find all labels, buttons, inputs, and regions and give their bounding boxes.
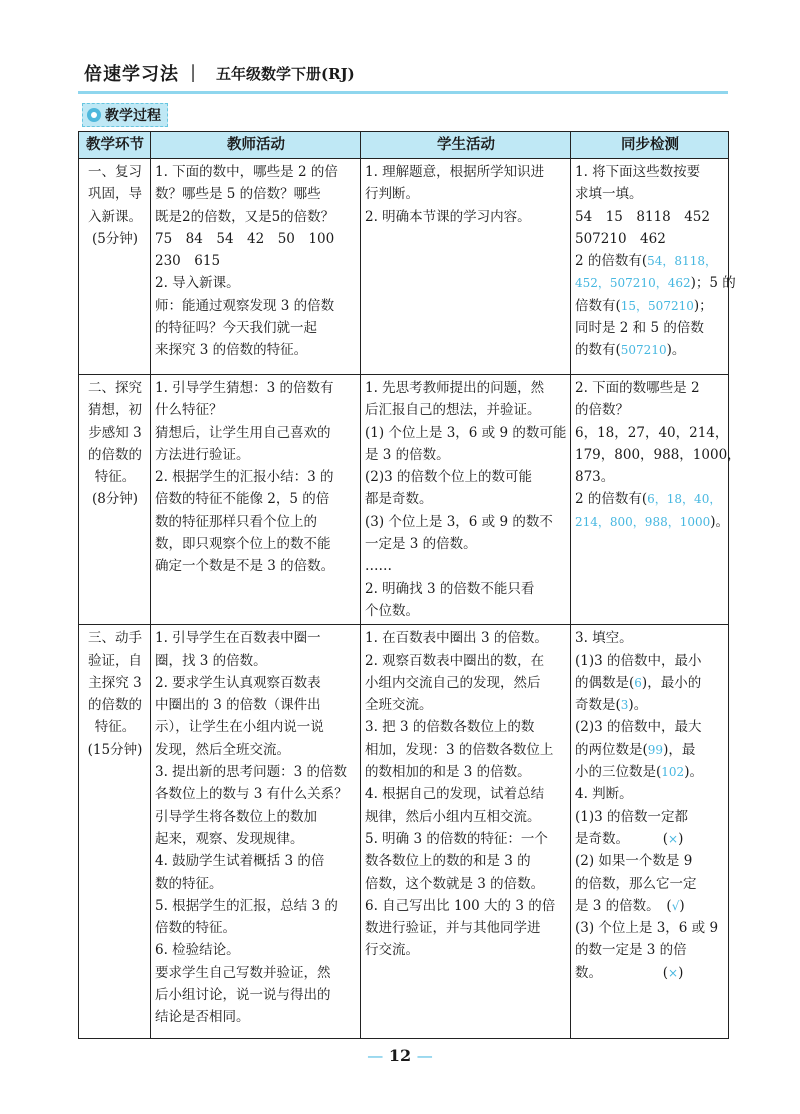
stage-line: (15分钟) (87, 741, 143, 758)
answer-text: 214，800，988，1000 (575, 514, 711, 529)
check-line (575, 399, 725, 421)
question-text: 的倍数？ (575, 402, 629, 419)
student-line: 1. 先思考教师提出的问题，然 (365, 380, 545, 396)
question-text: ) (679, 897, 685, 914)
check-line (575, 339, 725, 361)
section-title: 教学过程 (105, 108, 161, 124)
column-header: 教学环节 (79, 132, 151, 159)
answer-text: 6，18，40， (647, 492, 722, 507)
question-text: 的数一定是 3 的倍 (575, 942, 687, 959)
teacher-line: 来探究 3 的倍数的特征。 (155, 342, 308, 359)
stage-line: 一、复习 (88, 164, 142, 180)
teacher-line: 数，即只观察个位上的数不能 (155, 536, 331, 553)
teacher-line: 确定一个数是不是 3 的倍数。 (155, 558, 335, 575)
student-line: 2. 明确本节课的学习内容。 (365, 208, 531, 225)
student-line: 5. 明确 3 的倍数的特征：一个 (365, 830, 548, 847)
teacher-line: 发现，然后全班交流。 (155, 741, 290, 758)
stage-cell (79, 159, 151, 375)
teacher-line: 起来，观察、发现规律。 (155, 830, 304, 847)
teacher-line: 方法进行验证。 (155, 446, 250, 463)
location-pin-icon (87, 108, 101, 122)
student-line: (2)3 的倍数个位上的数可能 (365, 469, 533, 486)
check-line (575, 962, 725, 984)
student-line: 相加，发现：3 的倍数各数位上 (365, 741, 554, 758)
teacher-line: 后小组讨论，说一说与得出的 (155, 987, 331, 1004)
question-text: )，最 (663, 741, 696, 758)
question-text: 数。 ( (575, 964, 669, 981)
teacher-line: 6. 检验结论。 (155, 942, 240, 959)
question-text: 是奇数。 ( (575, 830, 669, 847)
check-line (575, 716, 725, 738)
stage-line: 主探究 3 (88, 674, 142, 691)
check-line (575, 488, 725, 510)
question-text: 507210 462 (575, 230, 666, 247)
question-text: 奇数是( (575, 697, 621, 714)
question-text: 873。 (575, 469, 615, 486)
student-line: 个位数。 (365, 602, 419, 619)
page-header (78, 58, 728, 88)
student-activity-cell (361, 159, 571, 375)
teacher-line: 4. 鼓励学生试着概括 3 的倍 (155, 853, 325, 870)
answer-text: 6 (634, 675, 642, 690)
check-line (575, 939, 725, 961)
teacher-activity-cell (151, 625, 361, 1039)
teacher-line: 数的特征那样只看个位上的 (155, 513, 317, 530)
student-line: 全班交流。 (365, 697, 433, 714)
stage-line: 步感知 3 (88, 424, 142, 441)
page-dash-left: — (367, 1046, 384, 1065)
check-line (575, 228, 725, 250)
teacher-line: 各数位上的数与 3 有什么关系？ (155, 786, 348, 803)
lesson-table (78, 131, 741, 1039)
check-line (575, 272, 736, 294)
question-text: )；5 的 (690, 275, 736, 292)
stage-line: 猜想，初 (88, 402, 142, 419)
question-text: 179，800，988，1000， (575, 446, 741, 463)
stage-line: 特征。 (94, 469, 136, 486)
question-text: 是 3 的倍数。 ( (575, 897, 672, 914)
check-line (575, 295, 725, 317)
teacher-line: 2. 根据学生的汇报小结：3 的 (155, 469, 334, 486)
series-brand: 倍速学习法 (84, 64, 179, 85)
answer-text: 452，507210，462 (575, 276, 691, 291)
question-text: ) (678, 830, 684, 847)
teacher-line: 1. 引导学生猜想：3 的倍数有 (155, 380, 334, 396)
student-line: 数进行验证，并与其他同学进 (365, 920, 541, 937)
check-line (575, 183, 725, 205)
check-line (575, 444, 741, 466)
check-line (575, 422, 729, 444)
column-header: 学生活动 (361, 132, 571, 159)
teacher-activity-cell (151, 375, 361, 625)
answer-text: √ (671, 898, 680, 913)
student-line: 一定是 3 的倍数。 (365, 536, 477, 553)
sync-check-cell (571, 625, 729, 1039)
page-number (0, 1046, 800, 1065)
stage-line: 的倍数的 (88, 446, 142, 463)
question-text: 的倍数，那么它一定 (575, 875, 697, 892)
check-line (575, 739, 725, 761)
check-line (575, 783, 725, 805)
check-line (575, 828, 725, 850)
teacher-line: 数的特征。 (155, 875, 223, 892)
stage-line: 二、探究 (88, 380, 142, 396)
question-text: 求填一填。 (575, 186, 643, 203)
stage-line: 特征。 (94, 719, 136, 736)
question-text: (2)3 的倍数中，最大 (575, 719, 702, 736)
check-line (575, 250, 725, 272)
student-line: 都是奇数。 (365, 491, 433, 508)
question-text: )。 (666, 342, 686, 359)
question-text: 3. 填空。 (575, 630, 633, 647)
student-line: …… (365, 558, 392, 575)
teacher-line: 的特征吗？今天我们就一起 (155, 320, 317, 337)
teacher-line: 2. 要求学生认真观察百数表 (155, 674, 321, 691)
question-text: )，最小的 (641, 674, 702, 691)
teacher-line: 5. 根据学生的汇报，总结 3 的 (155, 897, 338, 914)
question-text: )。 (710, 513, 730, 530)
student-line: 1. 在百数表中圈出 3 的倍数。 (365, 630, 548, 647)
header-rule (78, 91, 728, 94)
answer-text: × (668, 831, 679, 846)
student-line: 2. 观察百数表中圈出的数，在 (365, 652, 545, 669)
answer-text: 102 (661, 765, 685, 780)
check-line (575, 377, 725, 399)
question-text: 2 的倍数有( (575, 253, 648, 270)
header-separator: | (190, 62, 197, 83)
teacher-line: 什么特征？ (155, 402, 223, 419)
teacher-line: 圈，找 3 的倍数。 (155, 652, 267, 669)
question-text: (3) 个位上是 3，6 或 9 (575, 920, 719, 937)
student-line: 倍数，这个数就是 3 的倍数。 (365, 875, 545, 892)
question-text: 4. 判断。 (575, 786, 633, 803)
page-number-value: 12 (388, 1046, 412, 1065)
question-text: 小的三位数是( (575, 764, 662, 781)
teacher-line: 既是2的倍数，又是5的倍数？ (155, 208, 335, 225)
question-text: )； (693, 297, 713, 314)
answer-text: × (668, 965, 679, 980)
question-text: 的两位数是( (575, 741, 648, 758)
question-text: 2 的倍数有( (575, 491, 648, 508)
stage-line: 验证，自 (88, 652, 142, 669)
stage-cell (79, 625, 151, 1039)
student-line: (1) 个位上是 3，6 或 9 的数可能 (365, 424, 567, 441)
question-text: 6，18，27，40，214， (575, 424, 729, 441)
question-text: 的偶数是( (575, 674, 635, 691)
check-line (575, 761, 725, 783)
student-line: 后汇报自己的想法，并验证。 (365, 402, 541, 419)
teacher-activity-cell (151, 159, 361, 375)
check-line (575, 850, 725, 872)
teacher-line: 1. 下面的数中，哪些是 2 的倍 (155, 164, 338, 180)
student-line: 是 3 的倍数。 (365, 446, 450, 463)
question-text: (2) 如果一个数是 9 (575, 853, 693, 870)
answer-text: 54，8118， (647, 254, 717, 269)
student-line: 1. 理解题意，根据所学知识进 (365, 164, 545, 180)
teacher-line: 示），让学生在小组内说一说 (155, 719, 324, 736)
student-activity-cell (361, 375, 571, 625)
check-line (575, 672, 725, 694)
teacher-line: 倍数的特征。 (155, 920, 236, 937)
sync-check-cell (571, 159, 736, 375)
table-header-row (79, 132, 729, 159)
teacher-line: 倍数的特征不能像 2，5 的倍 (155, 491, 330, 508)
question-text: 1. 将下面这些数按要 (575, 164, 701, 180)
teacher-line: 1. 引导学生在百数表中圈一 (155, 630, 321, 647)
student-line: 小组内交流自己的发现，然后 (365, 674, 541, 691)
book-title: 五年级数学下册(RJ) (216, 65, 355, 83)
question-text: 同时是 2 和 5 的倍数 (575, 320, 704, 337)
teacher-line: 3. 提出新的思考问题：3 的倍数 (155, 764, 348, 781)
student-line: 行交流。 (365, 942, 419, 959)
question-text: 的数有( (575, 342, 621, 359)
stage-line: 巩固，导 (88, 186, 142, 203)
teacher-line: 2. 导入新课。 (155, 275, 240, 292)
check-line (575, 161, 725, 183)
teacher-line: 结论是否相同。 (155, 1009, 250, 1026)
student-line: 的数相加的和是 3 的倍数。 (365, 764, 531, 781)
teacher-line: 75 84 54 42 50 100 (155, 230, 335, 247)
check-line (575, 806, 725, 828)
student-line: (3) 个位上是 3，6 或 9 的数不 (365, 513, 553, 530)
stage-line: (5分钟) (91, 230, 139, 247)
stage-cell (79, 375, 151, 625)
check-line (575, 694, 725, 716)
table-row (79, 625, 729, 1039)
answer-text: 507210 (620, 343, 667, 358)
answer-text: 99 (647, 742, 664, 757)
stage-line: 三、动手 (88, 630, 142, 647)
teacher-line: 230 615 (155, 253, 221, 270)
teacher-line: 猜想后，让学生用自己喜欢的 (155, 424, 331, 441)
question-text: 2. 下面的数哪些是 2 (575, 380, 700, 396)
question-text: (1)3 的倍数中，最小 (575, 652, 702, 669)
student-activity-cell (361, 625, 571, 1039)
question-text: 54 15 8118 452 (575, 208, 710, 225)
student-line: 2. 明确找 3 的倍数不能只看 (365, 580, 535, 597)
check-line (575, 650, 725, 672)
teacher-line: 师：能通过观察发现 3 的倍数 (155, 297, 335, 314)
sync-check-cell (571, 375, 741, 625)
question-text: )。 (628, 697, 648, 714)
student-line: 数各数位上的数的和是 3 的 (365, 853, 531, 870)
stage-line: (8分钟) (91, 491, 139, 508)
teacher-line: 数？哪些是 5 的倍数？哪些 (155, 186, 321, 203)
teacher-line: 引导学生将各数位上的数加 (155, 808, 317, 825)
student-line: 4. 根据自己的发现，试着总结 (365, 786, 545, 803)
table-row (79, 375, 729, 625)
question-text: (1)3 的倍数一定都 (575, 808, 689, 825)
teacher-line: 要求学生自己写数并验证，然 (155, 964, 331, 981)
stage-line: 的倍数的 (88, 697, 142, 714)
student-line: 规律，然后小组内互相交流。 (365, 808, 541, 825)
check-line (575, 511, 730, 533)
check-line (575, 873, 725, 895)
check-line (575, 917, 725, 939)
check-line (575, 206, 725, 228)
page-dash-right: — (416, 1046, 433, 1065)
column-header: 同步检测 (571, 132, 729, 159)
check-line (575, 317, 725, 339)
student-line: 行判断。 (365, 186, 419, 203)
answer-text: 15，507210 (620, 298, 694, 313)
check-line (575, 895, 725, 917)
student-line: 6. 自己写出比 100 大的 3 的倍 (365, 897, 556, 914)
question-text: 倍数有( (575, 297, 621, 314)
question-text: )。 (684, 764, 703, 781)
column-header: 教师活动 (151, 132, 361, 159)
student-line: 3. 把 3 的倍数各数位上的数 (365, 719, 535, 736)
check-line (575, 466, 725, 488)
check-line (575, 627, 725, 649)
stage-line: 入新课。 (88, 208, 142, 225)
teacher-line: 中圈出的 3 的倍数（课件出 (155, 697, 321, 714)
question-text: ) (678, 964, 684, 981)
answer-text: 3 (620, 698, 629, 713)
table-row (79, 159, 729, 375)
section-tag (82, 103, 168, 127)
